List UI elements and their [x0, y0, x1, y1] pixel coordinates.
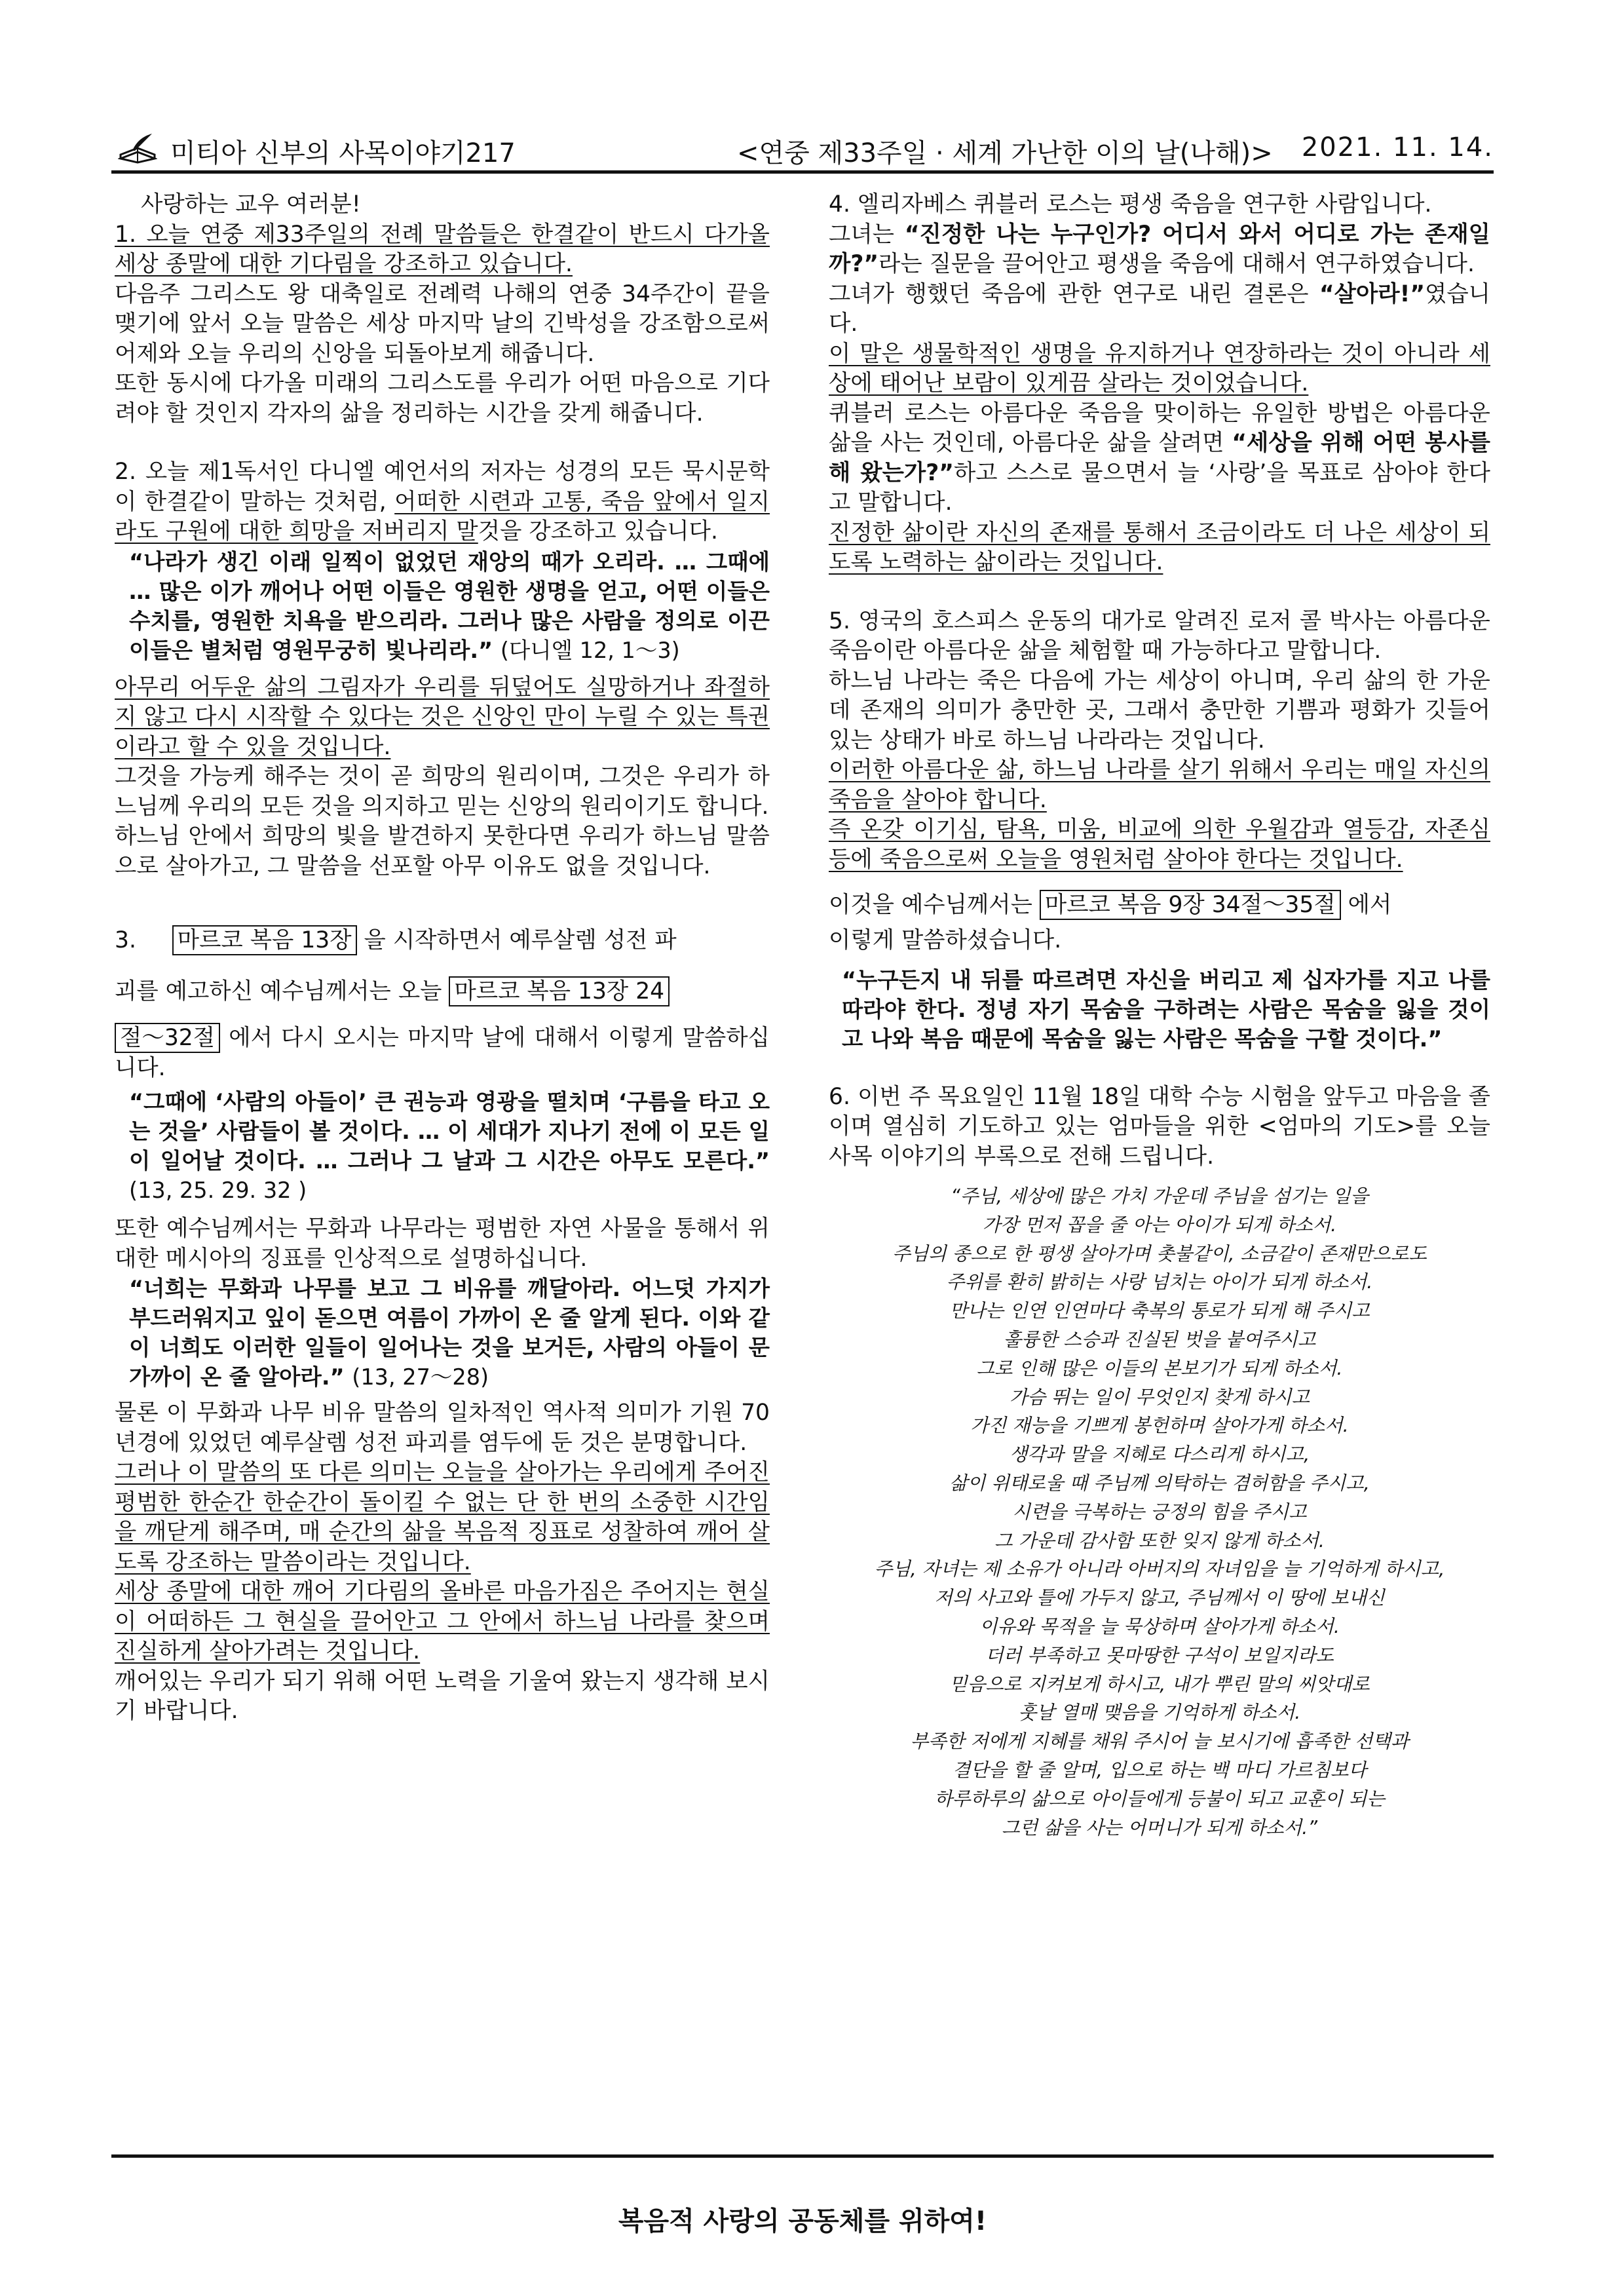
footer-rule [111, 2154, 1494, 2158]
quote-son-of-man [129, 1087, 770, 1205]
prayer-line: “주님, 세상에 많은 가치 가운데 주님을 섬기는 일을 [951, 1185, 1369, 1207]
prayer-line: 생각과 말을 지혜로 다스리게 하시고, [1009, 1444, 1310, 1466]
section-3-closing: 깨어있는 우리가 되기 위해 어떤 노력을 기울여 왔는지 생각해 보시기 바랍니다. [115, 1668, 770, 1724]
quote-fig-tree-ref: (13, 27～28) [352, 1364, 489, 1390]
section-2-text-b: 것을 강조하고 있습니다. [478, 518, 718, 545]
prayer-line: 주님의 종으로 한 평생 살아가며 촛불같이, 소금같이 존재만으로도 [892, 1242, 1427, 1265]
prayer-line: 그 가운데 감사함 또한 잊지 않게 하소서. [994, 1529, 1325, 1552]
left-column [115, 190, 770, 1727]
scripture-ref-box-verses: 절～32절 [115, 1023, 220, 1053]
prayer-line: 저의 사고와 틀에 가두지 않고, 주님께서 이 땅에 보내신 [934, 1587, 1385, 1609]
prayer-line: 믿음으로 지켜보게 하시고, 내가 뿌린 말의 씨앗대로 [949, 1673, 1370, 1695]
book-quill-icon [118, 132, 157, 164]
page-header [111, 131, 1494, 174]
prayer-line: 훗날 열매 맺음을 기억하게 하소서. [1018, 1702, 1301, 1724]
section-3-underlined-2: 세상 종말에 대한 깨어 기다림의 올바른 마음가짐은 주어지는 현실이 어떠하든 그 현실을 끌어안고 그 안에서 하느님 나라를 찾으며 진실하게 살아가려는 것입니다. [115, 1578, 770, 1664]
prayer-line: 삶이 위태로울 때 주님께 의탁하는 겸허함을 주시고, [949, 1472, 1370, 1494]
section-2-text-a: 2. 오늘 제1독서인 다니엘 예언서의 저자는 성경의 모든 묵시문학이 한결같이 말하는 것처럼, [115, 459, 770, 515]
quote-son-of-man-ref: (13, 25. 29. 32 ) [129, 1177, 307, 1203]
prayer-line: 가장 먼저 꼽을 줄 아는 아이가 되게 하소서. [982, 1214, 1337, 1236]
section-5-lead: 5. 영국의 호스피스 운동의 대가로 알려진 로저 콜 박사는 아름다운 죽음이란 아름다운 삶을 체험할 때 가능하다고 말합니다. [829, 607, 1490, 664]
section-1-text-b: 또한 동시에 다가올 미래의 그리스도를 우리가 어떤 마음으로 기다려야 할 것인지 각자의 삶을 정리하는 시간을 갖게 해줍니다. [115, 370, 770, 427]
right-column [829, 190, 1490, 1842]
section-1-text-a: 다음주 그리스도 왕 대축일로 전례력 나해의 연중 34주간이 끝을 맺기에 앞서 오늘 말씀은 세상 마지막 날의 긴박성을 강조함으로써 어제와 오늘 우리의 신앙을 되돌아보게 해줍니다. [115, 280, 770, 367]
prayer-line: 부족한 저에게 지혜를 채워 주시어 늘 보시기에 흡족한 선택과 [910, 1731, 1409, 1753]
quote-daniel-text: “나라가 생긴 이래 일찍이 없었던 재앙의 때가 오리라. … 그때에 … 많은 이가 깨어나 어떤 이들은 영원한 생명을 얻고, 어떤 이들은 수치를, 영원한 치욕을 받으리라. 그러나 많은 사람을 정의로 이끈 이들은 별처럼 영원무궁히 빛나리라.” [129, 548, 770, 663]
section-5-ref-line2: 이렇게 말씀하셨습니다. [829, 927, 1062, 953]
section-4-lead: 4. 엘리자베스 퀴블러 로스는 평생 죽음을 연구한 사람입니다. [829, 191, 1432, 218]
section-5-ref-post: 에서 [1340, 892, 1392, 918]
quote-daniel-ref: (다니엘 12, 1～3) [500, 637, 680, 663]
section-3-underlined-1: 그러나 이 말씀의 또 다른 의미는 오늘을 살아가는 우리에게 주어진 평범한 한순간 한순간이 돌이킬 수 없는 단 한 번의 소중한 시간임을 깨닫게 해주며, 매 순간의 삶을 복음적 징표로 성찰하여 깨어 살도록 강조하는 말씀이라는 것입니다. [115, 1459, 770, 1575]
section-2-hope-a: 그것을 가능케 해주는 것이 곧 희망의 원리이며, 그것은 우리가 하느님께 우리의 모든 것을 의지하고 믿는 신앙의 원리이기도 합니다. [115, 763, 770, 820]
quote-son-of-man-text: “그때에 ‘사람의 아들이’ 큰 권능과 영광을 떨치며 ‘구름을 타고 오는 것을’ 사람들이 볼 것이다. … 이 세대가 지나기 전에 이 모든 일이 일어날 것이다. … 그러나 그 날과 그 시간은 아무도 모른다.” [129, 1089, 770, 1174]
section-6-lead: 6. 이번 주 목요일인 11월 18일 대학 수능 시험을 앞두고 마음을 졸이며 열심히 기도하고 있는 엄마들을 위한 <엄마의 기도>를 오늘 사목 이야기의 부록으로 전해 드립니다. [829, 1083, 1490, 1170]
prayer-line: 이유와 목적을 늘 묵상하며 살아가게 하소서. [979, 1615, 1340, 1637]
section-2-text [115, 457, 770, 547]
series-title: 미티아 신부의 사목이야기217 [170, 138, 516, 168]
quote-fig-tree [129, 1274, 770, 1392]
section-4-beautiful-life [829, 399, 1490, 518]
section-4-beautiful-post: 하고 스스로 물으면서 늘 ‘사랑’을 목표로 삼아야 한다고 말합니다. [829, 459, 1490, 516]
section-4-question-pre: 그녀는 [829, 221, 905, 248]
section-3-intro [115, 919, 770, 961]
quote-daniel [129, 547, 770, 665]
section-4-question [829, 220, 1490, 280]
section-3-line2 [115, 970, 770, 1012]
section-4-beautiful-pre: 퀴블러 로스는 아름다운 죽음을 맞이하는 유일한 방법은 아름다운 삶을 사는 것인데, 아름다운 삶을 살려면 [829, 400, 1490, 456]
section-4-beautiful-quote: “세상을 위해 어떤 봉사를 해 왔는가?” [829, 430, 1490, 486]
section-2-hope-underlined: 아무리 어두운 삶의 그림자가 우리를 뒤덮어도 실망하거나 좌절하지 않고 다시 시작할 수 있다는 것은 신앙인 만이 누릴 수 있는 특권이라고 할 수 있을 것입니다. [115, 674, 770, 760]
prayer-line: 하루하루의 삶으로 아이들에게 등불이 되고 교훈이 되는 [934, 1788, 1385, 1810]
section-5-underlined-2: 즉 온갖 이기심, 탐욕, 미움, 비교에 의한 우월감과 열등감, 자존심 등에 죽음으로써 오늘을 영원처럼 살아야 한다는 것입니다. [829, 816, 1490, 873]
prayer-line: 가진 재능을 기쁘게 봉헌하며 살아가게 하소서. [970, 1415, 1349, 1437]
prayer-line: 주님, 자녀는 제 소유가 아니라 아버지의 자녀임을 늘 기억하게 하시고, [874, 1558, 1445, 1580]
prayer-line: 만나는 인연 인연마다 축복의 통로가 되게 해 주시고 [949, 1300, 1370, 1322]
scripture-ref-box-mark9: 마르코 복음 9장 34절～35절 [1040, 890, 1341, 920]
mothers-prayer [829, 1182, 1490, 1842]
section-5-ref-line [829, 884, 1490, 926]
scripture-ref-box-mark13: 마르코 복음 13장 [172, 925, 357, 955]
section-3-line3 [115, 1018, 770, 1083]
section-4-conclusion [829, 280, 1490, 339]
section-5-ref-pre: 이것을 예수님께서는 [829, 892, 1040, 918]
section-3-text-c: 에서 다시 오시는 마지막 날에 대해서 이렇게 말씀하십니다. [115, 1025, 770, 1081]
section-3-text-a: 을 시작하면서 예루살렘 성전 파 [356, 927, 677, 953]
section-4-conclusion-pre: 그녀가 행했던 죽음에 관한 연구로 내린 결론은 [829, 280, 1319, 307]
prayer-line: 더러 부족하고 못마땅한 구석이 보일지라도 [985, 1644, 1334, 1666]
quote-fig-tree-text: “너희는 무화과 나무를 보고 그 비유를 깨달아라. 어느덧 가지가 부드러워지고 잎이 돋으면 여름이 가까이 온 줄 알게 된다. 이와 같이 너희도 이러한 일들이 일어나는 것을 보거든, 사람의 아들이 문 가까이 온 줄 알아라.” [129, 1276, 770, 1390]
prayer-line: 시련을 극복하는 긍정의 힘을 주시고 [1012, 1501, 1307, 1523]
section-2-hope-b: 하느님 안에서 희망의 빛을 발견하지 못한다면 우리가 하느님 말씀으로 살아가고, 그 말씀을 선포할 아무 이유도 없을 것입니다. [115, 823, 770, 879]
section-4-conclusion-quote: “살아라!” [1319, 280, 1426, 307]
section-2-underlined: 어떠한 시련과 고통, 죽음 앞에서 일지라도 구원에 대한 희망을 저버리지 말 [115, 488, 770, 545]
prayer-line: 그런 삶을 사는 어머니가 되게 하소서.” [1001, 1816, 1318, 1839]
section-3-fig-intro: 또한 예수님께서는 무화과 나무라는 평범한 자연 사물을 통해서 위대한 메시아의 징표를 인상적으로 설명하십니다. [115, 1215, 770, 1272]
section-3-number: 3. [115, 927, 136, 953]
section-4-question-post: 라는 질문을 끌어안고 평생을 죽음에 대해서 연구하였습니다. [878, 251, 1475, 277]
section-5-underlined-1: 이러한 아름다운 삶, 하느님 나라를 살기 위해서 우리는 매일 자신의 죽음을 살아야 합니다. [829, 757, 1490, 813]
liturgical-occasion: <연중 제33주일 · 세계 가난한 이의 날(나해)> [737, 138, 1273, 168]
section-4-underlined-2: 진정한 삶이란 자신의 존재를 통해서 조금이라도 더 나은 세상이 되도록 노력하는 삶이라는 것입니다. [829, 519, 1490, 575]
prayer-line: 결단을 할 줄 알며, 입으로 하는 백 마디 가르침보다 [952, 1759, 1367, 1781]
prayer-line: 가슴 뛰는 일이 무엇인지 찾게 하시고 [1009, 1386, 1310, 1408]
section-3-history: 물론 이 무화과 나무 비유 말씀의 일차적인 역사적 의미가 기원 70년경에 있었던 예루살렘 성전 파괴를 염두에 둔 것은 분명합니다. [115, 1400, 770, 1456]
section-3-text-b: 괴를 예고하신 예수님께서는 오늘 [115, 978, 449, 1004]
scripture-ref-box-mark13-24: 마르코 복음 13장 24 [449, 976, 670, 1006]
prayer-line: 훌륭한 스승과 진실된 벗을 붙여주시고 [1003, 1328, 1316, 1350]
section-5-kingdom: 하느님 나라는 죽은 다음에 가는 세상이 아니며, 우리 삶의 한 가운데 존재의 의미가 충만한 곳, 그래서 충만한 기쁨과 평화가 깃들어 있는 상태가 바로 하느님 나라라는 것입니다. [829, 667, 1490, 754]
footer-motto: 복음적 사랑의 공동체를 위하여! [618, 2206, 987, 2236]
prayer-line: 주위를 환히 밝히는 사랑 넘치는 아이가 되게 하소서. [946, 1271, 1373, 1293]
section-4-question-quote: “진정한 나는 누구인가? 어디서 와서 어디로 가는 존재일까?” [829, 221, 1490, 277]
section-4-underlined-1: 이 말은 생물학적인 생명을 유지하거나 연장하라는 것이 아니라 세상에 태어난 보람이 있게끔 살라는 것이었습니다. [829, 340, 1490, 396]
greeting: 사랑하는 교우 여러분! [141, 191, 361, 218]
section-4-conclusion-post: 였습니다. [829, 280, 1490, 337]
issue-date: 2021. 11. 14. [1301, 132, 1494, 163]
section-1-lead: 1. 오늘 연중 제33주일의 전례 말씀들은 한결같이 반드시 다가올 세상 종말에 대한 기다림을 강조하고 있습니다. [115, 221, 770, 277]
quote-take-up-cross: “누구든지 내 뒤를 따르려면 자신을 버리고 제 십자가를 지고 나를 따라야 한다. 정녕 자기 목숨을 구하려는 사람은 목숨을 잃을 것이고 나와 복음 때문에 목숨을 잃는 사람은 목숨을 구할 것이다.” [842, 966, 1490, 1052]
prayer-line: 그로 인해 많은 이들의 본보기가 되게 하소서. [976, 1357, 1343, 1379]
